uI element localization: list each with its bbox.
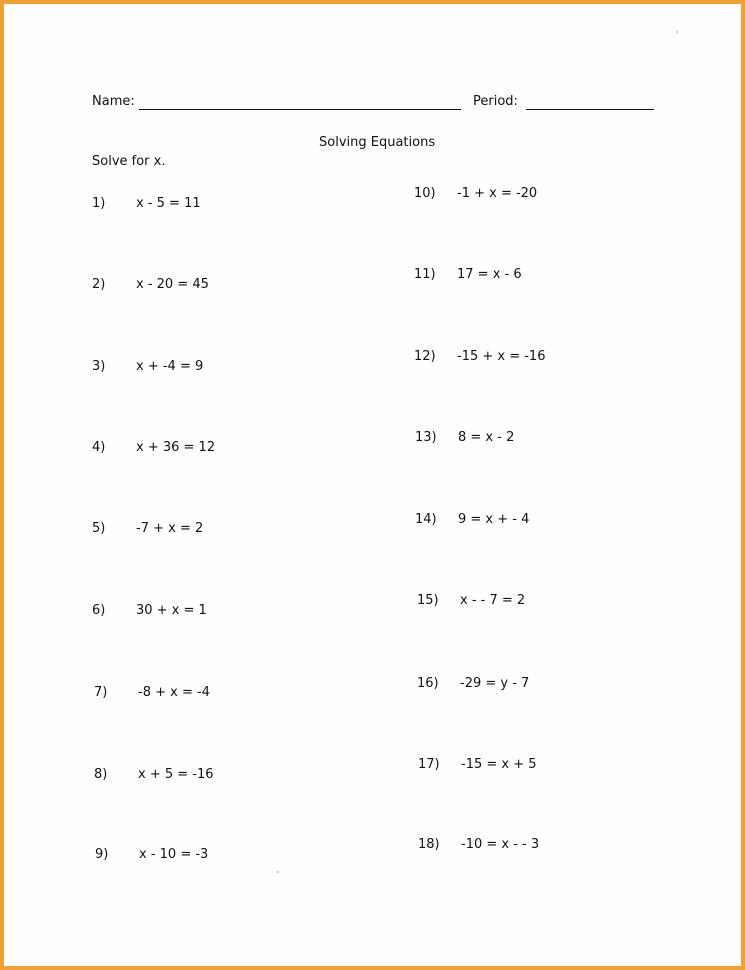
problem-equation: x + 36 = 12 [136,440,216,455]
problem-equation: -8 + x = -4 [138,685,210,700]
name-label: Name: [92,94,135,109]
problem-number: 7) [94,685,108,700]
problem-equation: -1 + x = -20 [457,186,538,201]
problem-number: 9) [95,847,109,862]
problem-equation: -10 = x - - 3 [461,837,540,852]
problem-number: 10) [414,186,436,201]
scan-speck [277,871,279,873]
problem-equation: 17 = x - 6 [457,267,522,282]
problem-equation: x + 5 = -16 [138,767,214,782]
problem-item [92,603,207,618]
problem-item [92,440,216,455]
name-blank-line [139,109,461,110]
problem-item [92,359,204,374]
problem-equation: -15 + x = -16 [457,349,546,364]
problem-item [418,757,537,772]
problem-number: 17) [418,757,440,772]
problem-number: 18) [418,837,440,852]
problem-number: 16) [417,676,439,691]
problem-item [415,512,530,527]
problem-equation: 30 + x = 1 [136,603,207,618]
problem-item [92,277,209,292]
instructions: Solve for x. [92,154,166,169]
problem-number: 1) [92,196,106,211]
problem-item [417,676,530,691]
problem-item [415,430,515,445]
problem-number: 3) [92,359,106,374]
problem-item [417,593,526,608]
problem-item [414,267,522,282]
problem-number: 6) [92,603,106,618]
problem-item [94,685,210,700]
problem-number: 12) [414,349,436,364]
problem-item [92,521,204,536]
problem-number: 4) [92,440,106,455]
problem-equation: -15 = x + 5 [461,757,537,772]
worksheet-header [92,94,662,116]
problem-equation: x - 20 = 45 [136,277,209,292]
worksheet-title: Solving Equations [319,135,436,150]
problem-equation: 8 = x - 2 [458,430,515,445]
problem-equation: x - 10 = -3 [139,847,209,862]
problem-number: 2) [92,277,106,292]
problem-item [418,837,540,852]
problem-equation: x - 5 = 11 [136,196,201,211]
period-label: Period: [473,94,518,109]
problem-item [414,186,538,201]
problem-equation: x - - 7 = 2 [460,593,526,608]
problem-equation: -29 = y - 7 [460,676,530,691]
problem-equation: -7 + x = 2 [136,521,204,536]
problem-number: 11) [414,267,436,282]
period-blank-line [526,109,654,110]
problem-number: 13) [415,430,437,445]
problem-equation: 9 = x + - 4 [458,512,530,527]
scan-speck [676,31,678,33]
problem-number: 5) [92,521,106,536]
problem-item [95,847,209,862]
problem-item [92,196,201,211]
problem-number: 14) [415,512,437,527]
problem-item [414,349,546,364]
problem-equation: x + -4 = 9 [136,359,204,374]
problem-number: 8) [94,767,108,782]
problem-number: 15) [417,593,439,608]
problem-item [94,767,214,782]
